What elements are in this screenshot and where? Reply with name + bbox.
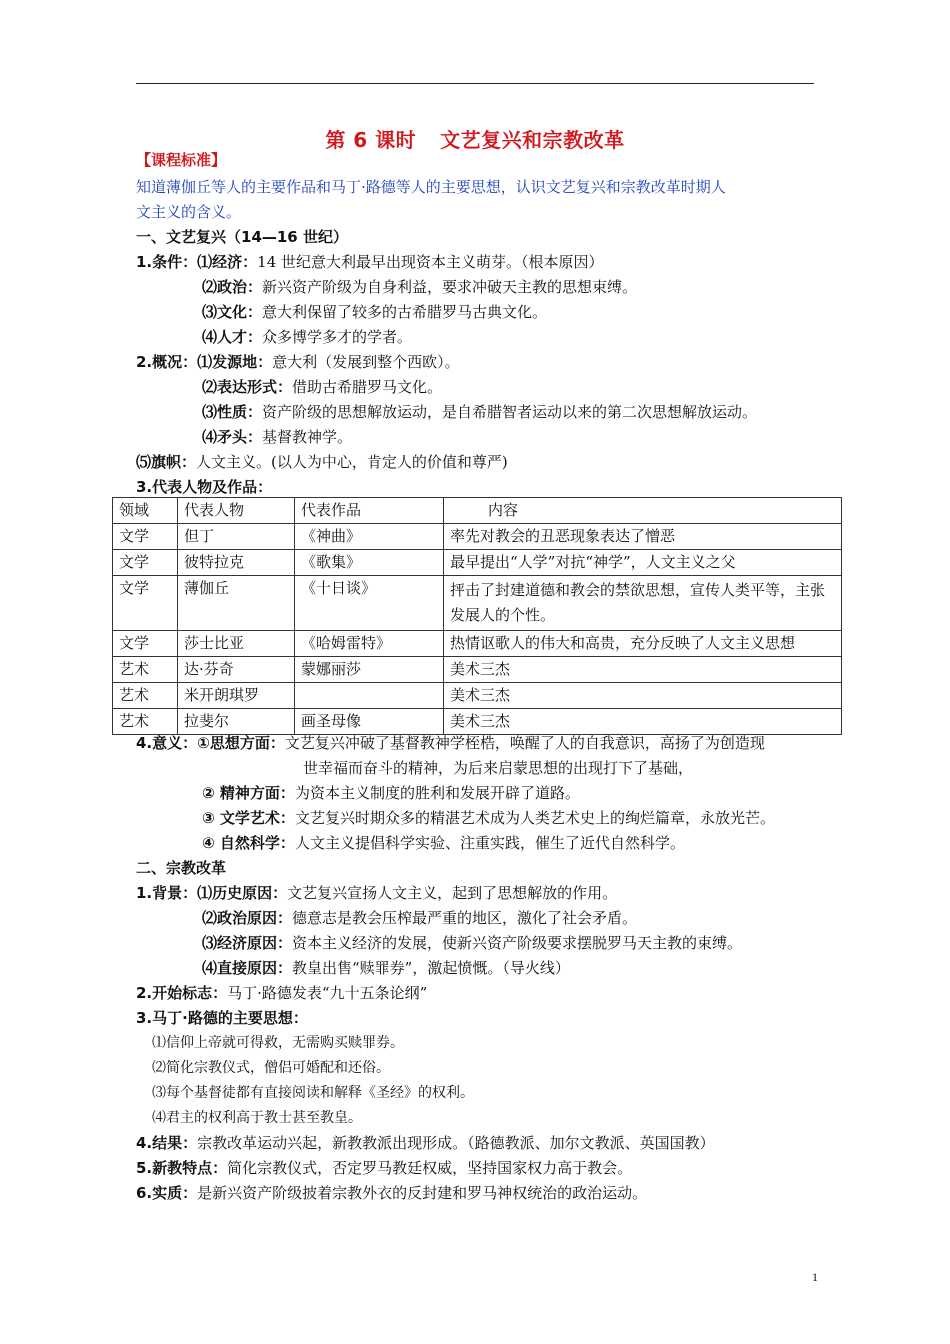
table-cell: 文学 <box>113 576 178 631</box>
table-row <box>113 683 842 709</box>
table-cell: 美术三杰 <box>444 683 842 709</box>
label: ⑸旗帜： <box>136 453 197 471</box>
header-cell: 领域 <box>113 498 178 524</box>
table-row <box>113 576 842 631</box>
list-item: ⑷君主的权利高于教士甚至教皇。 <box>152 1110 362 1126</box>
s1-significance-spirit <box>202 783 580 803</box>
header-rule <box>136 83 814 84</box>
table-cell: 艺术 <box>113 657 178 683</box>
s1-item1-label: 1.条件： <box>136 253 198 271</box>
label: ⑴发源地： <box>197 353 273 371</box>
representatives-table <box>112 497 842 735</box>
text: 教皇出售“赎罪券”，激起愤慨。（导火线） <box>292 959 570 977</box>
text: 是新兴资产阶级披着宗教外衣的反封建和罗马神权统治的政治运动。 <box>197 1184 648 1202</box>
label: ④ 自然科学： <box>202 834 295 852</box>
s1-item3-label: 3.代表人物及作品： <box>136 478 273 496</box>
s1-overview-origin <box>136 352 460 372</box>
s1-item2-label: 2.概况： <box>136 353 198 371</box>
s1-overview-banner <box>136 452 508 472</box>
table-cell: 艺术 <box>113 709 178 735</box>
label: ⑷矛头： <box>202 428 263 446</box>
table-cell: 《十日谈》 <box>295 576 444 631</box>
lesson-title <box>0 124 950 153</box>
table-cell: 率先对教会的丑恶现象表达了憎恶 <box>444 524 842 550</box>
text: 意大利（发展到整个西欧）。 <box>272 353 460 371</box>
table-cell: 《神曲》 <box>295 524 444 550</box>
text: 马丁·路德发表“九十五条论纲” <box>227 984 428 1002</box>
text: 文艺复兴冲破了基督教神学桎梏，唤醒了人的自我意识，高扬了为创造现 <box>284 734 765 752</box>
label: ⑵政治原因： <box>202 909 293 927</box>
label: ② 精神方面： <box>202 784 295 802</box>
label: 2.开始标志： <box>136 984 228 1002</box>
table-cell: 达·芬奇 <box>178 657 295 683</box>
s1-conditions-economy <box>136 252 604 272</box>
label: ⑷人才： <box>202 328 263 346</box>
table-cell: 文学 <box>113 631 178 657</box>
s1-conditions-politics <box>202 277 637 297</box>
s1-significance-thought <box>136 733 765 753</box>
s1-significance-thought-cont: 世幸福而奋斗的精神，为后来启蒙思想的出现打下了基础， <box>303 759 694 777</box>
standard-line-2: 文主义的含义。 <box>136 203 242 221</box>
s2-essence <box>136 1183 647 1203</box>
table-row <box>113 709 842 735</box>
s2-start-marker <box>136 983 427 1003</box>
table-cell: 热情讴歌人的伟大和高贵，充分反映了人文主义思想 <box>444 631 842 657</box>
table-header-row <box>113 498 842 524</box>
header-cell: 内容 <box>444 498 842 524</box>
label: ⑴经济： <box>197 253 258 271</box>
table-cell: 文学 <box>113 550 178 576</box>
s1-significance-arts <box>202 808 775 828</box>
table-cell: 蒙娜丽莎 <box>295 657 444 683</box>
table-cell: 美术三杰 <box>444 709 842 735</box>
table-cell: 文学 <box>113 524 178 550</box>
text: 借助古希腊罗马文化。 <box>292 378 443 396</box>
table-cell: 彼特拉克 <box>178 550 295 576</box>
lesson-topic: 文艺复兴和宗教改革 <box>440 128 625 152</box>
table-cell: 《哈姆雷特》 <box>295 631 444 657</box>
label: ⑶经济原因： <box>202 934 293 952</box>
label: ⑵表达形式： <box>202 378 293 396</box>
text: 14 世纪意大利最早出现资本主义萌芽。（根本原因） <box>257 253 604 271</box>
s1-significance-science <box>202 833 685 853</box>
standard-heading: 【课程标准】 <box>136 151 227 169</box>
label: ⑴历史原因： <box>197 884 288 902</box>
table-row <box>113 631 842 657</box>
text: 资本主义经济的发展，使新兴资产阶级要求摆脱罗马天主教的束缚。 <box>292 934 743 952</box>
s2-result <box>136 1133 715 1153</box>
text: 简化宗教仪式，否定罗马教廷权威，坚持国家权力高于教会。 <box>227 1159 633 1177</box>
s2-features <box>136 1158 632 1178</box>
table-cell: 画圣母像 <box>295 709 444 735</box>
s2-background-history <box>136 883 617 903</box>
section-2-heading: 二、宗教改革 <box>136 859 227 877</box>
table-cell: 但丁 <box>178 524 295 550</box>
s2-item1-label: 1.背景： <box>136 884 198 902</box>
label: ⑷直接原因： <box>202 959 293 977</box>
s1-overview-target <box>202 427 352 447</box>
s1-conditions-talent <box>202 327 412 347</box>
table-cell: 艺术 <box>113 683 178 709</box>
text: 宗教改革运动兴起，新教教派出现形成。（路德教派、加尔文教派、英国国教） <box>197 1134 715 1152</box>
list-item: ⑵简化宗教仪式，僧侣可婚配和还俗。 <box>152 1060 390 1076</box>
label: ⑶文化： <box>202 303 263 321</box>
label: ①思想方面： <box>197 734 285 752</box>
s1-conditions-culture <box>202 302 547 322</box>
s1-overview-form <box>202 377 442 397</box>
page-number: 1 <box>812 1270 818 1284</box>
text: 为资本主义制度的胜利和发展开辟了道路。 <box>294 784 580 802</box>
s1-overview-nature <box>202 402 757 422</box>
label: ⑵政治： <box>202 278 263 296</box>
lesson-number: 第 6 课时 <box>325 128 417 152</box>
text: 文艺复兴时期众多的精湛艺术成为人类艺术史上的绚烂篇章，永放光芒。 <box>294 809 775 827</box>
s2-background-economy <box>202 933 742 953</box>
table-cell: 抨击了封建道德和教会的禁欲思想，宣传人类平等，主张发展人的个性。 <box>444 576 842 631</box>
table-row <box>113 524 842 550</box>
table-row <box>113 657 842 683</box>
s2-background-politics <box>202 908 637 928</box>
table-cell: 拉斐尔 <box>178 709 295 735</box>
table-cell: 米开朗琪罗 <box>178 683 295 709</box>
text: 意大利保留了较多的古希腊罗马古典文化。 <box>262 303 548 321</box>
text: 文艺复兴宣扬人文主义，起到了思想解放的作用。 <box>287 884 618 902</box>
label: 4.结果： <box>136 1134 198 1152</box>
table-cell: 莎士比亚 <box>178 631 295 657</box>
section-1-heading: 一、文艺复兴（14—16 世纪） <box>136 228 348 246</box>
table-cell <box>295 683 444 709</box>
text: 资产阶级的思想解放运动，是自希腊智者运动以来的第二次思想解放运动。 <box>262 403 758 421</box>
table-row <box>113 550 842 576</box>
text: 基督教神学。 <box>262 428 353 446</box>
list-item: ⑴信仰上帝就可得救，无需购买赎罪券。 <box>152 1035 404 1051</box>
text: 人文主义提倡科学实验、注重实践，催生了近代自然科学。 <box>294 834 685 852</box>
header-cell: 代表人物 <box>178 498 295 524</box>
s1-item4-label: 4.意义： <box>136 734 198 752</box>
standard-line-1: 知道薄伽丘等人的主要作品和马丁·路德等人的主要思想，认识文艺复兴和宗教改革时期人 <box>136 178 726 196</box>
text: 人文主义。(以人为中心，肯定人的价值和尊严) <box>196 453 508 471</box>
label: ③ 文学艺术： <box>202 809 295 827</box>
s2-luther-heading: 3.马丁·路德的主要思想： <box>136 1009 308 1027</box>
table-cell: 美术三杰 <box>444 657 842 683</box>
table-cell: 最早提出“人学”对抗“神学”，人文主义之父 <box>444 550 842 576</box>
list-item: ⑶每个基督徒都有直接阅读和解释《圣经》的权利。 <box>152 1085 474 1101</box>
label: 6.实质： <box>136 1184 198 1202</box>
header-cell: 代表作品 <box>295 498 444 524</box>
text: 德意志是教会压榨最严重的地区，激化了社会矛盾。 <box>292 909 638 927</box>
label: ⑶性质： <box>202 403 263 421</box>
table-cell: 薄伽丘 <box>178 576 295 631</box>
label: 5.新教特点： <box>136 1159 228 1177</box>
text: 新兴资产阶级为自身利益，要求冲破天主教的思想束缚。 <box>262 278 638 296</box>
s2-background-direct <box>202 958 570 978</box>
table-cell: 《歌集》 <box>295 550 444 576</box>
text: 众多博学多才的学者。 <box>262 328 413 346</box>
